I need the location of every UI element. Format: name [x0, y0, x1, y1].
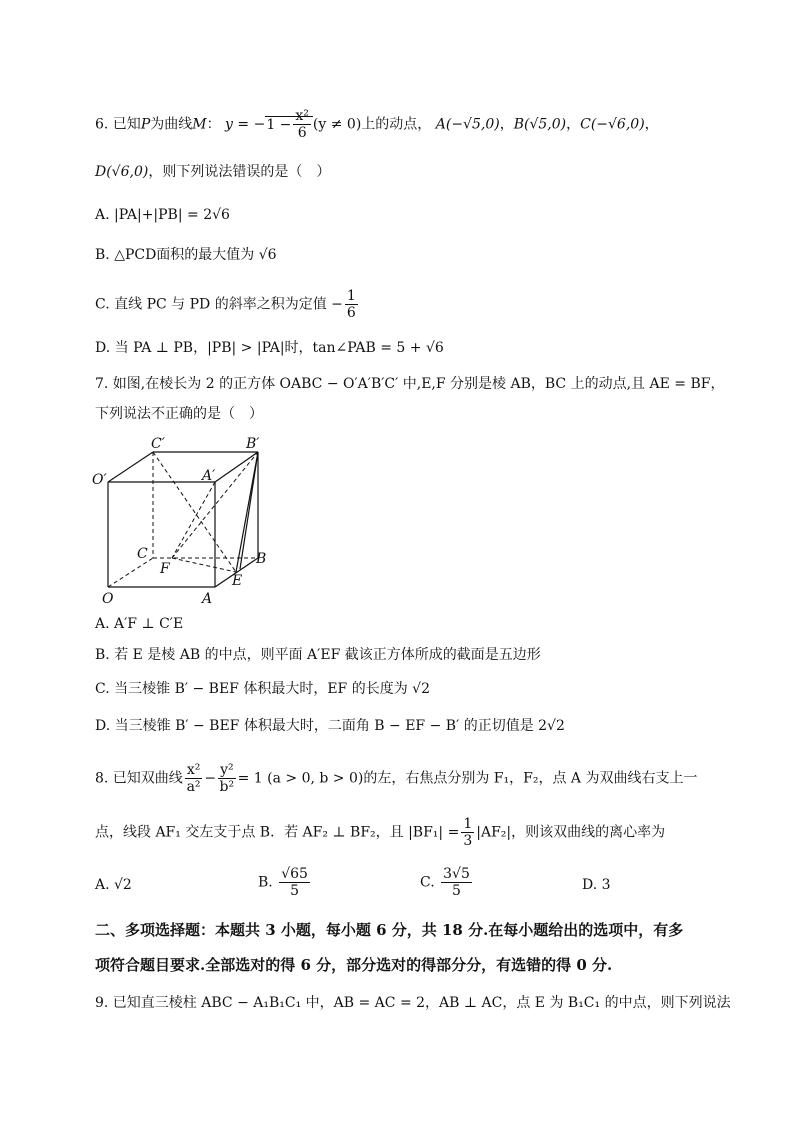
label-o: O — [102, 591, 114, 607]
q6-option-b: B. △PCD面积的最大值为 √6 — [95, 247, 277, 263]
section2-header-line2: 项符合题目要求.全部选对的得 6 分，部分选对的得部分分，有选错的得 0 分. — [95, 956, 613, 974]
q8-line1: 8. 已知双曲线 $\frac{\text{x²}}{\text{a²}}$ − $\frac{\text{y²}}{\text{b²}}$ = 1 (a > 0, b > 0)的左，右焦点分别为 F₁，F₂，点 A 为双曲线右支上一 — [95, 762, 698, 795]
label-f: F — [160, 561, 170, 577]
q8-option-d: D. 3 — [582, 877, 611, 893]
q7-option-b: B. 若 E 是棱 AB 的中点，则平面 A′EF 截该正方体所成的截面是五边形 — [95, 647, 541, 663]
q9-line1: 9. 已知直三棱柱 ABC − A₁B₁C₁ 中，AB = AC = 2，AB ⊥ AC，点 E 为 B₁C₁ 的中点，则下列说法 — [95, 995, 731, 1011]
q6-line1: 6. 已知P为曲线M： y = −1 − $\frac{\text{x²}}{6}$ (y ≠ 0)上的动点， A(−√5,0)，B(√5,0)，C(−√6,0)， — [95, 108, 659, 141]
q7-option-c: C. 当三棱锥 B′ − BEF 体积最大时，EF 的长度为 √2 — [95, 681, 430, 697]
q6-option-c: C. 直线 PC 与 PD 的斜率之积为定值 − $\frac{1}{6}$ — [95, 288, 356, 321]
q7-option-a: A. A′F ⊥ C′E — [95, 616, 184, 632]
q6-option-d: D. 当 PA ⊥ PB，|PB| > |PA|时，tan∠PAB = 5 + √6 — [95, 340, 444, 356]
q6-line2: D(√6,0)，则下列说法错误的是（ ） — [95, 164, 331, 180]
q8-option-c: C. $\frac{3√5}{5}$ — [420, 866, 470, 899]
q8-option-b: B. $\frac{√65}{5}$ — [258, 866, 308, 899]
q7-line2: 下列说法不正确的是（ ） — [95, 406, 263, 422]
label-b: B — [256, 551, 267, 567]
label-c-prime: C′ — [151, 436, 165, 452]
label-b-prime: B′ — [246, 436, 260, 452]
section2-header-line1: 二、多项选择题：本题共 3 小题，每小题 6 分，共 18 分.在每小题给出的选项中，有多 — [95, 921, 684, 939]
label-a-prime: A′ — [202, 468, 216, 484]
curve-equation: y = −1 − $\frac{\text{x²}}{6}$ (y ≠ 0) — [225, 108, 362, 141]
label-a: A — [202, 591, 213, 607]
label-o-prime: O′ — [92, 472, 107, 488]
q8-line2: 点，线段 AF₁ 交左支于点 B．若 AF₂ ⊥ BF₂，且 |BF₁| = $\frac{1}{3}$ |AF₂|，则该双曲线的离心率为 — [95, 816, 666, 849]
q8-option-a: A. √2 — [95, 877, 132, 893]
label-e: E — [232, 573, 243, 589]
q7-line1: 7. 如图,在棱长为 2 的正方体 OABC − O′A′B′C′ 中,E,F 分别是棱 AB，BC 上的动点,且 AE = BF， — [95, 376, 725, 392]
q6-option-a: A. |PA|+|PB| = 2√6 — [95, 207, 230, 223]
cube-figure — [90, 432, 280, 607]
q7-option-d: D. 当三棱锥 B′ − BEF 体积最大时，二面角 B − EF − B′ 的正切值是 2√2 — [95, 718, 565, 734]
label-c: C — [137, 546, 148, 562]
